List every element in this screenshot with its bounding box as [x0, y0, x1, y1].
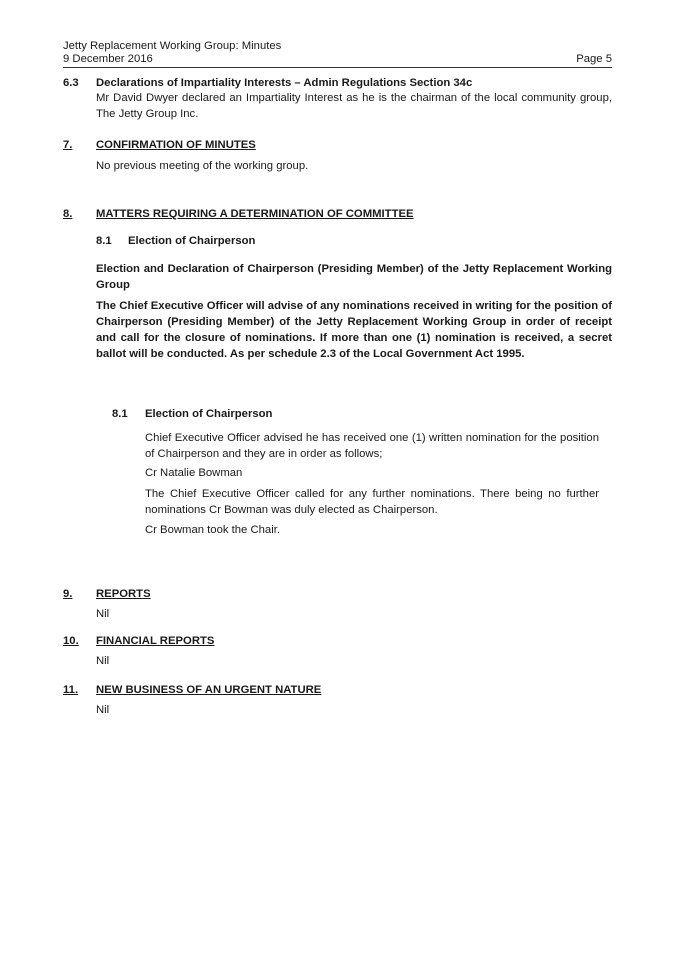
- section-number: 6.3: [63, 77, 79, 89]
- election-result: The Chief Executive Officer called for any further nominations. There being no further nominations Cr Bowman was duly elected as Chairperson.: [145, 488, 599, 516]
- election-procedure: The Chief Executive Officer will advise of any nominations received in writing for the position of Chairperson (Presiding Member) of the Jetty Replacement Working Group in order of receipt and call for the closure of nominations. If more than one (1) nomination is received, a secret ballot will be conducted. As per schedule 2.3 of the Local Government Act 1995.: [96, 300, 612, 360]
- section-text: Nil: [96, 704, 110, 716]
- election-heading: Election and Declaration of Chairperson (Presiding Member) of the Jetty Replacement Working Group: [96, 263, 612, 291]
- chair-taken: Cr Bowman took the Chair.: [145, 524, 280, 536]
- page-header: [63, 40, 612, 68]
- document-title: Jetty Replacement Working Group: Minutes: [63, 40, 282, 52]
- nomination-paragraph: Chief Executive Officer advised he has received one (1) written nomination for the position of Chairperson and they are in order as follows;: [145, 432, 599, 460]
- section-heading: CONFIRMATION OF MINUTES: [96, 139, 256, 151]
- section-heading: REPORTS: [96, 588, 151, 600]
- subsection-heading: Election of Chairperson: [128, 235, 256, 247]
- section-text: No previous meeting of the working group.: [96, 160, 309, 172]
- section-number: 9.: [63, 588, 73, 600]
- section-heading: NEW BUSINESS OF AN URGENT NATURE: [96, 684, 322, 696]
- section-number: 8.: [63, 208, 73, 220]
- nominee-name: Cr Natalie Bowman: [145, 467, 243, 479]
- subsection-number: 8.1: [112, 408, 128, 420]
- section-number: 7.: [63, 139, 73, 151]
- section-text: Mr David Dwyer declared an Impartiality Interest as he is the chairman of the local community group, The Jetty Group Inc.: [96, 92, 612, 120]
- section-heading: Declarations of Impartiality Interests – Admin Regulations Section 34c: [96, 77, 473, 89]
- section-text: Nil: [96, 608, 110, 620]
- page-number: Page 5: [576, 53, 612, 65]
- meeting-date: 9 December 2016: [63, 53, 153, 65]
- subsection-number: 8.1: [96, 235, 112, 247]
- section-text: Nil: [96, 655, 110, 667]
- section-number: 11.: [63, 684, 79, 696]
- section-heading: MATTERS REQUIRING A DETERMINATION OF COMMITTEE: [96, 208, 414, 220]
- subsection-heading: Election of Chairperson: [145, 408, 273, 420]
- header-row: [63, 53, 612, 66]
- section-heading: FINANCIAL REPORTS: [96, 635, 215, 647]
- section-number: 10.: [63, 635, 79, 647]
